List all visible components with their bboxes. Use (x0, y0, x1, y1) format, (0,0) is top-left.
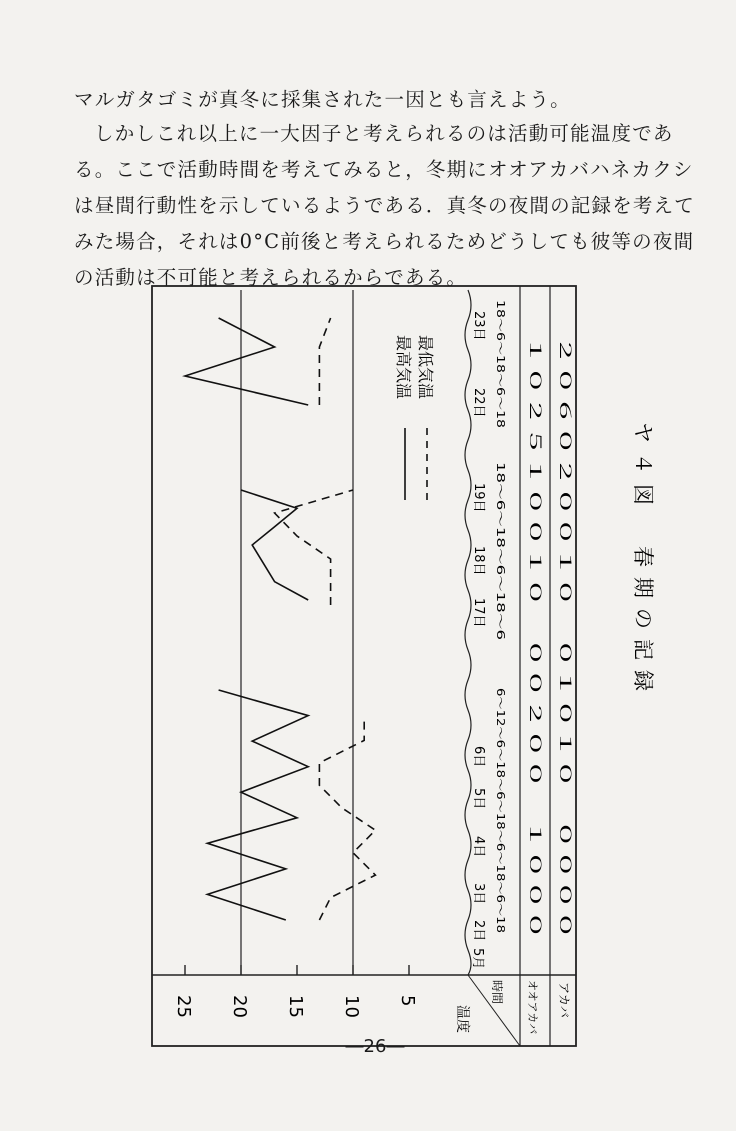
date-label: 19日 (471, 483, 486, 513)
figure-caption: ヤ４図 春期の記録 (631, 422, 655, 701)
count-row-akaba: ２０６０２００１０ ０１０１０ ００００ (556, 335, 574, 636)
tick-label-25: 25 (173, 995, 194, 1018)
page-number: ―26― (345, 1036, 405, 1057)
tick-label-5: 5 (397, 995, 418, 1007)
month-label: 5月 (470, 948, 485, 970)
date-label: 17日 (471, 598, 486, 628)
species-label-akaba: アカバ (557, 982, 571, 1018)
date-label: 2日 (471, 920, 486, 942)
time-label-group3: 18～6～18～6～18 (494, 300, 506, 396)
series-max-temp-line (207, 690, 308, 920)
tick-label-10: 10 (341, 995, 362, 1018)
date-label: 6日 (471, 746, 486, 768)
species-label-oakaba: オオアカバ (526, 980, 539, 1035)
text-line-1: マルガタゴミが真冬に採集された一因とも言えよう。 (74, 88, 571, 111)
count-row-oakaba: １０２５１００１０ ００２００ １０００ (526, 335, 544, 636)
time-label-group2: 18～6～18～6～18～6 (494, 462, 506, 575)
time-label-group1: 6～12～6～18～6～18～6～18～6～18 (494, 688, 506, 883)
date-label: 4日 (471, 836, 486, 858)
chart-legend (394, 335, 435, 500)
date-label: 18日 (471, 546, 486, 576)
axis-title-temp: 温度 (454, 1005, 470, 1033)
date-labels (471, 311, 486, 941)
tick-label-15: 15 (285, 995, 306, 1018)
series-min-temp-line (319, 318, 330, 405)
legend-min-label: 最低気温 (416, 335, 435, 400)
legend-max-label: 最高気温 (394, 335, 413, 400)
temperature-ticks (173, 965, 418, 1018)
date-label: 3日 (471, 883, 486, 905)
chart-frame (152, 286, 576, 1046)
date-label: 22日 (471, 388, 486, 418)
axis-title-time: 時間 (490, 980, 504, 1005)
temperature-lines (185, 318, 375, 920)
text-paragraph: しかしこれ以上に一大因子と考えられるのは活動可能温度である。ここで活動時間を考えてみると，冬期にオオアカバハネカクシは昼間行動性を示しているようである．真冬の夜間の記録を考えてみた場合，それは0°C前後と考えられるためどうしても彼等の夜間の活動は不可能と考えられるからである。 (74, 122, 696, 289)
wavy-separator (465, 290, 471, 975)
series-min-temp-line (319, 718, 375, 920)
date-label: 5日 (471, 788, 486, 810)
tick-label-20: 20 (229, 995, 250, 1018)
series-max-temp-line (185, 318, 308, 405)
date-label: 23日 (471, 311, 486, 341)
